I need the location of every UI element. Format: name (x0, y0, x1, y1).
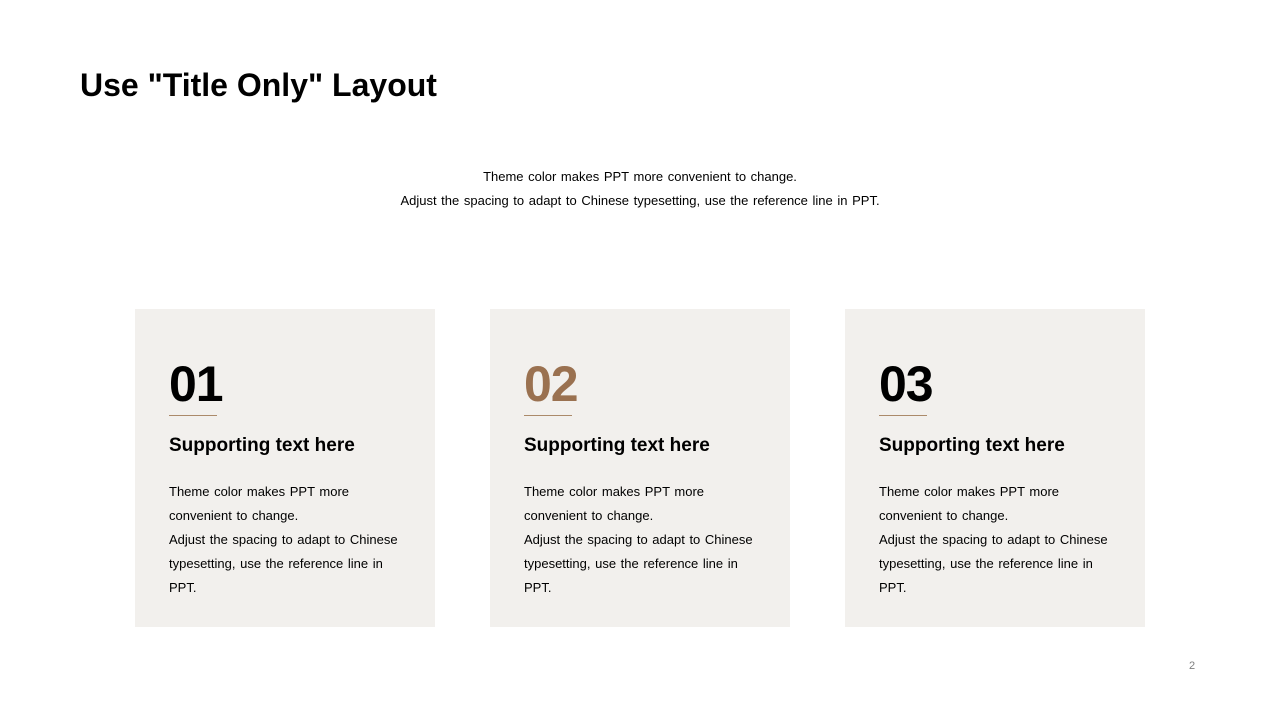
card-body-line: Adjust the spacing to adapt to Chinese typesetting, use the reference line in PPT. (524, 532, 753, 595)
card-heading: Supporting text here (524, 435, 710, 456)
card-body-line: Adjust the spacing to adapt to Chinese typesetting, use the reference line in PPT. (879, 532, 1108, 595)
intro-line: Theme color makes PPT more convenient to change. (483, 169, 797, 184)
card-3 (845, 309, 1145, 627)
card-body-line: Theme color makes PPT more convenient to change. (879, 484, 1060, 523)
intro-line: Adjust the spacing to adapt to Chinese typesetting, use the reference line in PPT. (400, 193, 880, 208)
card-heading: Supporting text here (879, 435, 1065, 456)
card-number: 02 (524, 356, 578, 412)
card-body (879, 480, 1119, 600)
card-body-line: Theme color makes PPT more convenient to change. (169, 484, 350, 523)
intro-text (0, 165, 1280, 213)
card-body (169, 480, 409, 600)
card-heading: Supporting text here (169, 435, 355, 456)
card-divider (169, 415, 217, 416)
slide-title: Use "Title Only" Layout (80, 67, 437, 103)
card-1 (135, 309, 435, 627)
card-number: 03 (879, 356, 933, 412)
card-divider (879, 415, 927, 416)
card-number: 01 (169, 356, 223, 412)
card-2 (490, 309, 790, 627)
card-body-line: Theme color makes PPT more convenient to change. (524, 484, 705, 523)
card-body-line: Adjust the spacing to adapt to Chinese typesetting, use the reference line in PPT. (169, 532, 398, 595)
card-body (524, 480, 764, 600)
page-number: 2 (1188, 660, 1196, 672)
card-divider (524, 415, 572, 416)
